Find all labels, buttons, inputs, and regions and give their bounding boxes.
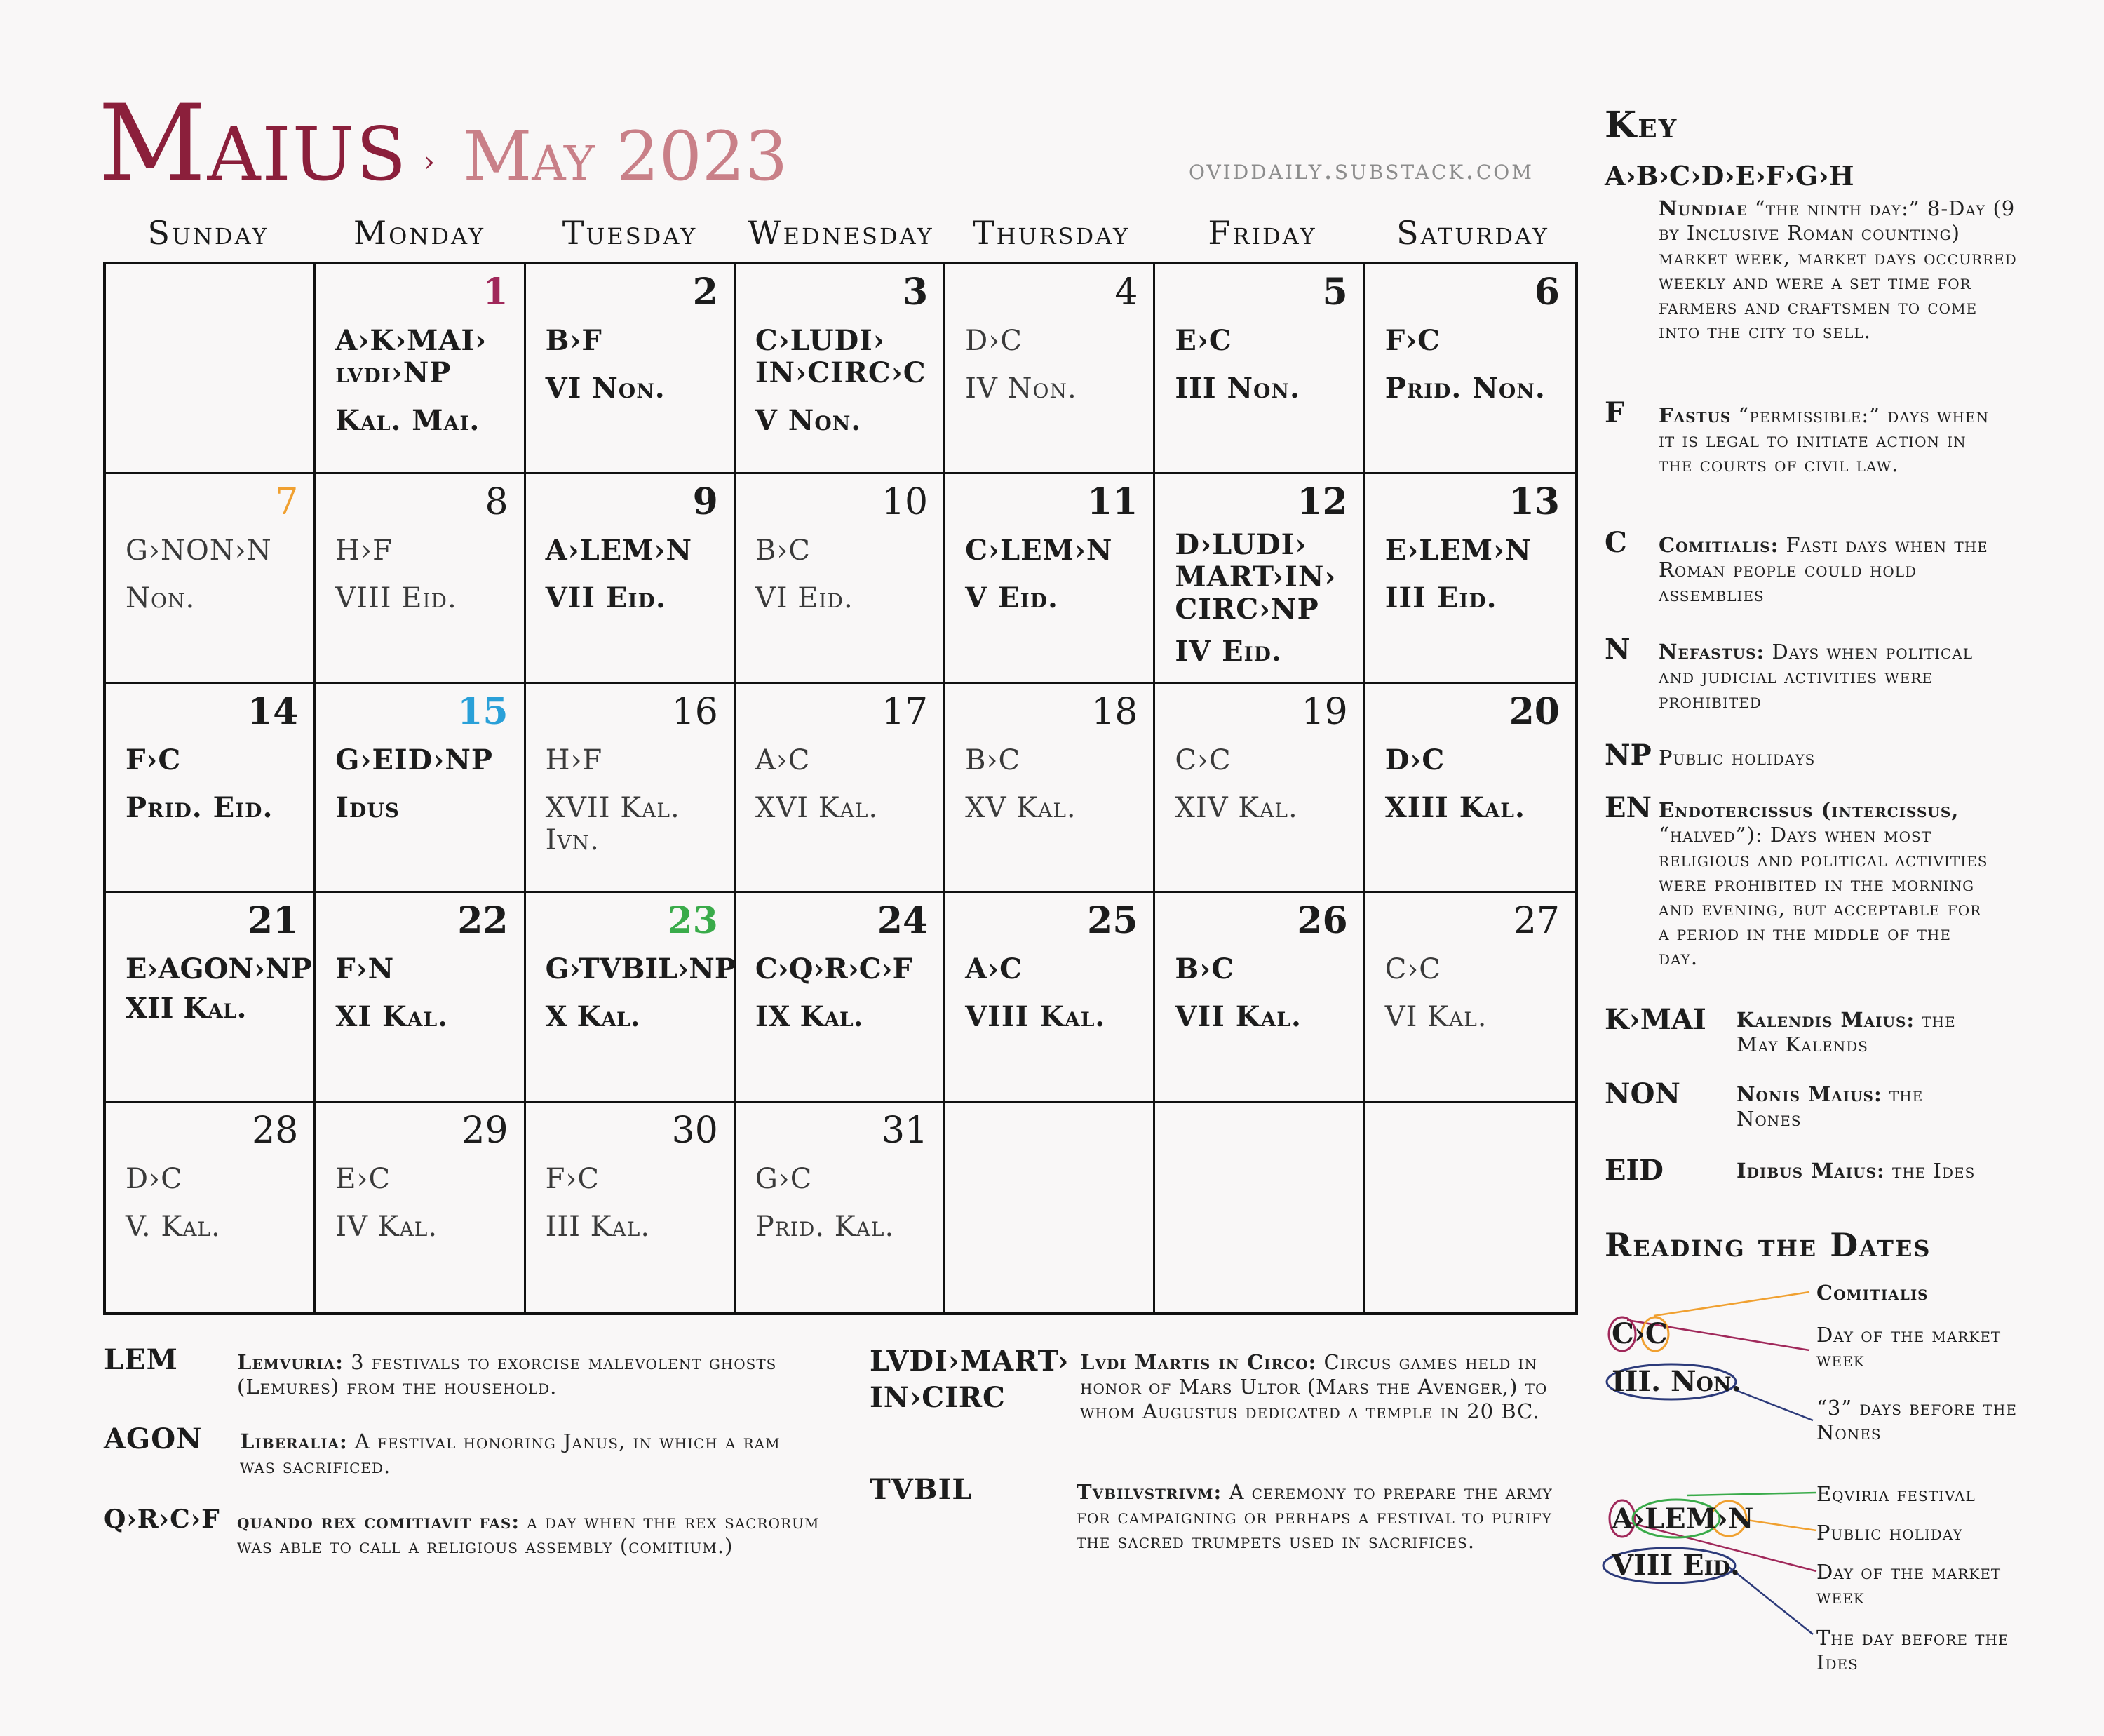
roman-date: III Non. [1175, 372, 1300, 405]
day-cell[interactable] [106, 1103, 316, 1312]
roman-date: VI Kal. [1384, 1001, 1488, 1034]
key-label: NP [1605, 739, 1652, 772]
day-number: 18 [1091, 690, 1138, 733]
day-cell[interactable] [316, 1103, 525, 1312]
roman-date: XVI Kal. [755, 791, 879, 824]
reading-label: Day of the market week [1816, 1323, 2002, 1371]
roman-date: VIII Kal. [965, 1000, 1106, 1034]
day-cell[interactable] [526, 893, 736, 1103]
day-number: 6 [1534, 271, 1560, 314]
day-cell[interactable] [526, 684, 736, 894]
day-number: 22 [457, 899, 508, 943]
day-number: 25 [1087, 899, 1138, 943]
day-number: 5 [1322, 271, 1348, 314]
day-number: 3 [902, 271, 929, 314]
roman-date: VII Eid. [545, 581, 666, 614]
roman-date: III Kal. [545, 1211, 651, 1244]
day-number: 15 [457, 689, 508, 733]
day-code: C›LEM›N V Eid. [965, 534, 1149, 614]
day-cell[interactable] [736, 893, 945, 1103]
day-cell[interactable] [526, 264, 736, 474]
weekday-header: Sunday [147, 214, 269, 252]
roman-date: VIII Eid. [335, 581, 457, 614]
day-code: A›C XVI Kal. [755, 744, 939, 824]
reading-label: Comitialis [1816, 1281, 1929, 1305]
day-cell[interactable] [945, 684, 1155, 894]
day-number: 30 [671, 1110, 718, 1152]
day-number: 11 [1087, 480, 1138, 523]
day-code: C›Q›R›C›F IX Kal. [755, 953, 939, 1033]
day-code: D›LUDI› MART›IN› CIRC›NP IV Eid. [1175, 529, 1358, 668]
key-abbr-label: K›MAI [1605, 1003, 1706, 1036]
day-cell[interactable] [736, 264, 945, 474]
day-cell[interactable] [316, 684, 525, 894]
roman-date: XI Kal. [335, 1000, 449, 1034]
day-cell[interactable] [945, 474, 1155, 684]
day-cell[interactable] [106, 684, 316, 894]
roman-date: XIII Kal. [1384, 790, 1525, 824]
day-number: 10 [881, 480, 929, 523]
key-label: EN [1605, 791, 1652, 824]
reading-ex1-date: III. Non. [1612, 1365, 1741, 1398]
day-code: E›AGON›NP XII Kal. [126, 953, 312, 1025]
day-number: 29 [461, 1110, 508, 1152]
day-code: A›LEM›N VII Eid. [546, 534, 729, 614]
legend-text: Liberalia: A festival honoring Janus, in which a ram was sacrificed. [240, 1429, 781, 1478]
day-number: 24 [877, 899, 929, 943]
day-number: 1 [483, 271, 508, 314]
key-label: F [1605, 396, 1625, 429]
roman-date: VI Eid. [755, 581, 854, 614]
day-number: 20 [1509, 689, 1560, 733]
day-cell[interactable] [526, 1103, 736, 1312]
day-number: 19 [1301, 690, 1348, 733]
roman-date: VI Non. [545, 372, 666, 405]
roman-date: V Eid. [965, 581, 1058, 614]
day-code: B›C VII Kal. [1175, 953, 1358, 1033]
key-text: Comitialis: Fasti days when the Roman people could hold assemblies [1659, 533, 1988, 606]
day-cell[interactable] [736, 474, 945, 684]
day-number: 27 [1513, 900, 1560, 943]
day-code: B›C VI Eid. [755, 534, 939, 614]
day-number: 13 [1509, 480, 1560, 523]
roman-date: XVII Kal. Ivn. [545, 791, 680, 856]
weekday-header: Thursday [972, 214, 1131, 252]
key-abbr-text: Idibus Maius: the Ides [1737, 1159, 1976, 1183]
legend-label: Q›R›C›F [104, 1505, 220, 1534]
weekday-header: Tuesday [562, 214, 698, 252]
day-cell[interactable] [1365, 474, 1575, 684]
legend-label: TVBIL [870, 1473, 973, 1506]
roman-date: VII Kal. [1175, 1000, 1302, 1034]
key-abbr-text: Nonis Maius: the Nones [1737, 1082, 1924, 1131]
day-number: 23 [667, 899, 718, 943]
day-code: C›C VI Kal. [1385, 953, 1571, 1033]
day-number: 12 [1297, 480, 1348, 523]
page-subtitle: May 2023 [463, 117, 788, 196]
roman-date: XIV Kal. [1175, 791, 1298, 824]
reading-label: Public holiday [1816, 1521, 1963, 1545]
legend-label: LEM [104, 1343, 178, 1376]
day-cell[interactable] [1155, 684, 1365, 894]
legend-text: quando rex comitiavit fas: a day when the rex sacrorum was able to call a religious assembly (comitium.) [237, 1509, 820, 1558]
day-cell[interactable] [316, 893, 525, 1103]
day-number: 31 [881, 1110, 929, 1152]
legend-text: Tvbilvstrivm: A ceremony to prepare the army for campaigning or perhaps a festival to purify the sacred trumpets used in sacrifices. [1077, 1480, 1553, 1553]
day-cell[interactable] [1365, 893, 1575, 1103]
reading-ex1-code: C›C [1612, 1317, 1668, 1350]
reading-heading: Reading the Dates [1605, 1226, 1931, 1264]
day-cell[interactable] [1155, 264, 1365, 474]
day-cell[interactable] [1365, 684, 1575, 894]
day-code: G›EID›NP Idus [335, 744, 519, 824]
day-number: 21 [247, 899, 299, 943]
day-number: 28 [252, 1110, 299, 1152]
day-code: E›C III Non. [1175, 325, 1358, 405]
roman-date: X Kal. [545, 1000, 640, 1034]
calendar-grid [103, 262, 1578, 1315]
roman-date: IV Non. [965, 372, 1077, 405]
day-number: 2 [692, 271, 718, 314]
day-code: G›C Prid. Kal. [755, 1163, 939, 1243]
reading-label: The day before the Ides [1816, 1626, 2009, 1674]
reading-label: “3” days before the Nones [1816, 1396, 2017, 1444]
day-cell[interactable] [526, 474, 736, 684]
key-text: Endotercissus (intercissus, “halved”): Days when most religious and political activities were prohibited in the morning and evening, but acceptable for a period in the middle of the day. [1659, 798, 1988, 969]
day-cell-empty [945, 1103, 1155, 1312]
day-cell[interactable] [1155, 474, 1365, 684]
key-text: Nefastus: Days when political and judicial activities were prohibited [1659, 640, 1974, 713]
weekday-header: Wednesday [748, 214, 934, 252]
day-number: 4 [1114, 271, 1138, 314]
weekday-header: Monday [353, 214, 485, 252]
day-code: E›LEM›N III Eid. [1385, 534, 1571, 614]
key-letters: A›B›C›D›E›F›G›H [1605, 160, 1854, 191]
roman-date: Prid. Eid. [126, 790, 274, 824]
day-number: 16 [671, 690, 718, 733]
weekday-header: Friday [1208, 214, 1317, 252]
day-number: 17 [881, 690, 929, 733]
roman-date: XII Kal. [126, 992, 247, 1025]
day-code: F›C Prid. Eid. [126, 744, 309, 824]
day-cell[interactable] [736, 1103, 945, 1312]
reading-ex2-date: VIII Eid. [1612, 1549, 1740, 1582]
day-cell[interactable] [106, 893, 316, 1103]
site-url: oviddaily.substack.com [1189, 154, 1534, 186]
day-number: 7 [275, 480, 299, 523]
legend-label: LVDI›MART› IN›CIRC [870, 1345, 1070, 1414]
day-number: 8 [485, 480, 508, 523]
legend-text: Lemvuria: 3 festivals to exorcise malevolent ghosts (Lemures) from the household. [237, 1350, 777, 1399]
title-separator: › [424, 146, 435, 178]
roman-date: III Eid. [1384, 581, 1497, 614]
day-code: E›C IV Kal. [335, 1163, 519, 1243]
day-code: F›C Prid. Non. [1385, 325, 1571, 405]
key-heading: Key [1605, 104, 1678, 147]
roman-date: Kal. Mai. [335, 404, 480, 437]
day-code: F›C III Kal. [546, 1163, 729, 1243]
day-code: H›F XVII Kal. Ivn. [546, 744, 729, 856]
day-cell[interactable] [316, 264, 525, 474]
roman-date: XV Kal. [965, 791, 1077, 824]
key-abbr-text: Kalendis Maius: the May Kalends [1737, 1008, 1956, 1056]
day-cell[interactable] [945, 264, 1155, 474]
key-label: C [1605, 526, 1627, 559]
roman-date: Prid. Kal. [755, 1211, 895, 1244]
weekday-header: Saturday [1396, 214, 1549, 252]
reading-ex2-code: A›LEM›N [1612, 1502, 1754, 1535]
day-number: 9 [692, 480, 718, 523]
day-code: A›C VIII Kal. [965, 953, 1149, 1033]
day-code: H›F VIII Eid. [335, 534, 519, 614]
day-cell[interactable] [945, 893, 1155, 1103]
day-cell[interactable] [1365, 264, 1575, 474]
reading-label: Day of the market week [1816, 1560, 2002, 1608]
roman-date: Idus [335, 790, 400, 824]
day-code: D›C IV Non. [965, 325, 1149, 405]
legend-label: AGON [104, 1422, 203, 1455]
day-cell[interactable] [106, 474, 316, 684]
day-code: F›N XI Kal. [335, 953, 519, 1033]
day-cell-empty [106, 264, 316, 474]
key-abbr-label: EID [1605, 1154, 1664, 1187]
day-cell-empty [1365, 1103, 1575, 1312]
day-cell[interactable] [1155, 893, 1365, 1103]
page-title: Maius [98, 83, 408, 205]
day-cell[interactable] [736, 684, 945, 894]
day-code: B›F VI Non. [546, 325, 729, 405]
roman-date: Prid. Non. [1384, 372, 1546, 405]
key-nundiae: Nundiae “the ninth day:” 8-Day (9 by Inclusive Roman counting) market week, market days occurred weekly and were a set time for farmers and craftsmen to come into the city to sell. [1659, 196, 2017, 343]
roman-date: V Non. [755, 404, 862, 437]
key-label: N [1605, 633, 1631, 666]
day-cell-empty [1155, 1103, 1365, 1312]
day-code: C›LUDI› IN›CIRC›C V Non. [755, 325, 939, 437]
day-number: 14 [247, 689, 299, 733]
key-abbr-label: NON [1605, 1077, 1680, 1110]
legend-text: Lvdi Martis in Circo: Circus games held in honor of Mars Ultor (Mars the Avenger,) to whom Augustus dedicated a temple in 20 BC. [1080, 1350, 1548, 1423]
roman-date: IV Kal. [335, 1211, 438, 1244]
day-code: C›C XIV Kal. [1175, 744, 1358, 824]
day-code: G›NON›N Non. [126, 534, 309, 614]
day-code: A›K›MAI› lvdi›NP Kal. Mai. [335, 325, 519, 437]
reading-label: Eqviria festival [1816, 1482, 1976, 1506]
roman-date: Non. [126, 581, 196, 614]
roman-date: IX Kal. [755, 1000, 863, 1034]
key-text: Fastus “permissible:” days when it is legal to initiate action in the courts of civil law. [1659, 403, 1990, 476]
day-code: D›C V. Kal. [126, 1163, 309, 1243]
day-code: G›TVBIL›NP X Kal. [545, 953, 736, 1034]
day-code: D›C XIII Kal. [1385, 744, 1571, 824]
roman-date: V. Kal. [126, 1211, 221, 1244]
day-code: B›C XV Kal. [965, 744, 1149, 824]
roman-date: IV Eid. [1175, 634, 1282, 668]
day-cell[interactable] [316, 474, 525, 684]
key-text: Public holidays [1659, 746, 1816, 769]
day-number: 26 [1297, 899, 1348, 943]
